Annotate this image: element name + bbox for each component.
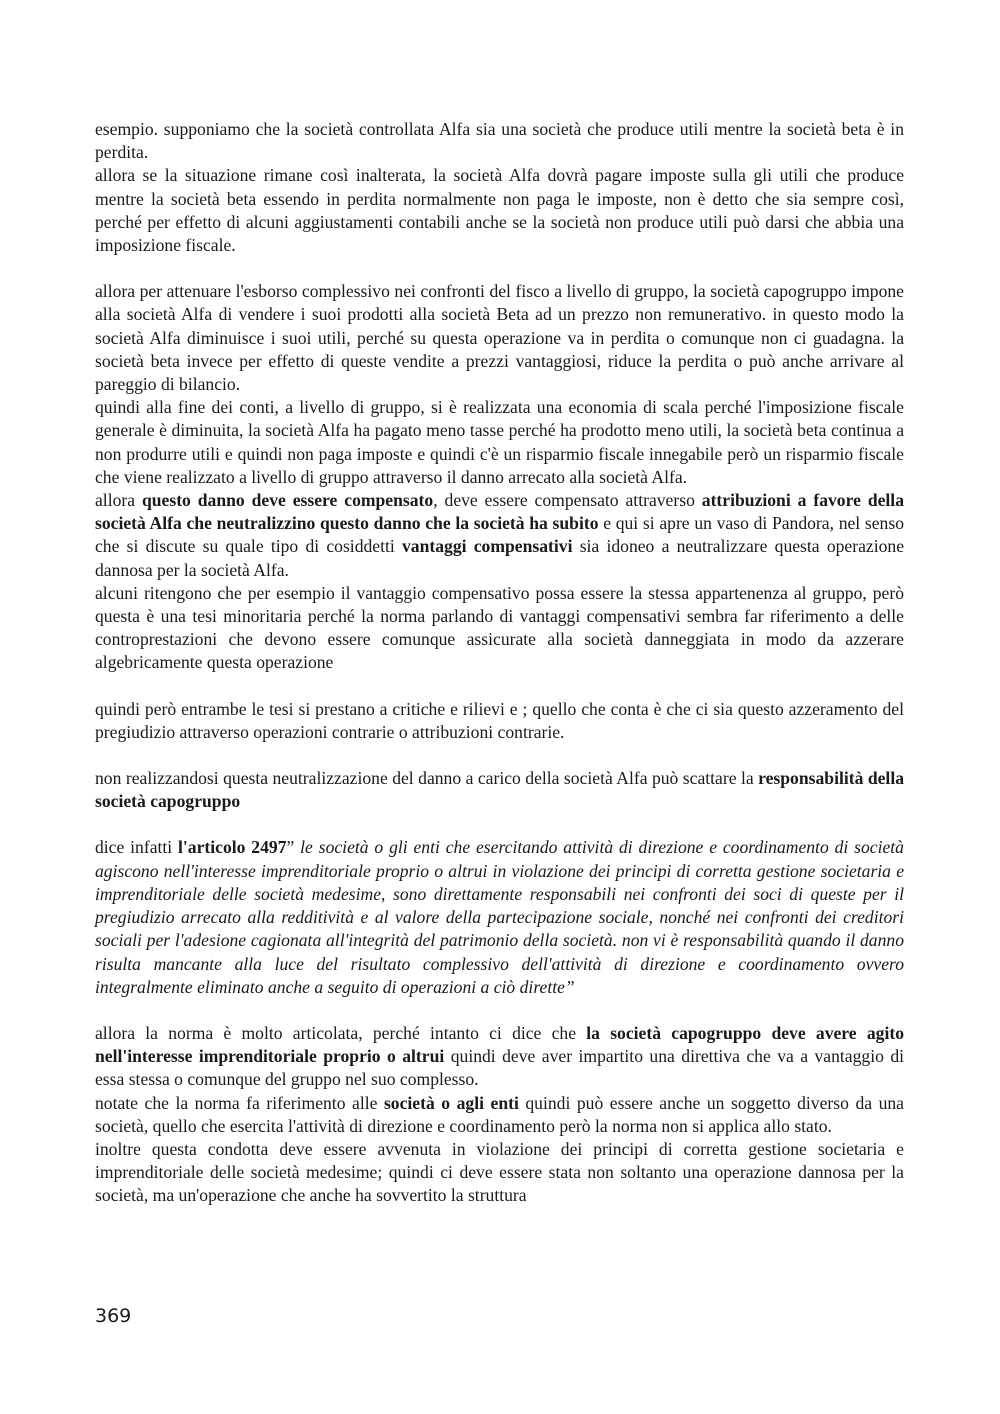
bold-run: vantaggi compensativi bbox=[402, 536, 573, 557]
paragraph-10 bbox=[95, 1022, 904, 1092]
text-run: quindi deve aver impartito una direttiva che va a vantaggio di essa stessa o comunque del gruppo nel suo complesso. bbox=[95, 1046, 905, 1090]
text-run: , deve essere compensato attraverso bbox=[433, 490, 702, 511]
text-run: notate che la norma fa riferimento alle bbox=[95, 1092, 384, 1113]
bold-run: società o agli enti bbox=[383, 1092, 519, 1113]
paragraph-6: alcuni ritengono che per esempio il vantaggio compensativo possa essere la stessa appartenenza al gruppo, però questa è una tesi minoritaria perché la norma parlando di vantaggi compensativi sembra far riferimento a delle controprestazioni che devono essere comunque assicurate alla società danneggiata in modo da azzerare algebricamente questa operazione bbox=[95, 582, 904, 673]
text-run: non realizzandosi questa neutralizzazione del danno a carico della società Alfa può scattare la bbox=[95, 768, 759, 789]
paragraph-spacer bbox=[95, 257, 904, 280]
text-run: sia idoneo a neutralizzare questa operazione dannosa per la società Alfa. bbox=[95, 536, 904, 580]
bold-run: attribuzioni a favore della società Alfa che neutralizzino questo danno che la società ha subito bbox=[95, 490, 904, 534]
text-run: e qui si apre un vaso di Pandora, nel senso che si discute su quale tipo di cosiddetti bbox=[95, 513, 904, 557]
paragraph-1: esempio. supponiamo che la società controllata Alfa sia una società che produce utili mentre la società beta è in perdita. bbox=[95, 119, 904, 163]
text-run: quindi può essere anche un soggetto diverso da una società, quello che esercita l'attività di direzione e coordinamento però la norma non si applica allo stato. bbox=[95, 1092, 904, 1136]
text-run: allora bbox=[95, 490, 142, 511]
paragraph-spacer bbox=[95, 744, 904, 767]
paragraph-4: quindi alla fine dei conti, a livello di gruppo, si è realizzata una economia di scala perché l'imposizione fiscale generale è diminuita, la società Alfa ha pagato meno tasse perché ha prodotto meno utili, la società beta continua a non produrre utili e quindi non paga imposte e quindi c'è un risparmio fiscale innegabile però un risparmio fiscale che viene realizzato a livello di gruppo attraverso il danno arrecato alla società Alfa. bbox=[95, 397, 904, 487]
paragraph-7: quindi però entrambe le tesi si prestano a critiche e rilievi e ; quello che conta è che ci sia questo azzeramento del pregiudizio attraverso operazioni contrarie o attribuzioni contrarie. bbox=[95, 698, 904, 742]
bold-run: questo danno deve essere compensato bbox=[141, 490, 434, 511]
paragraph-spacer bbox=[95, 999, 904, 1022]
paragraph-2: allora se la situazione rimane così inalterata, la società Alfa dovrà pagare imposte sulla gli utili che produce mentre la società beta essendo in perdita normalmente non paga le imposte, non è detto che sia sempre così, perché per effetto di alcuni aggiustamenti contabili anche se la società non produce utili può darsi che abbia una imposizione fiscale. bbox=[95, 165, 904, 256]
text-run: allora la norma è molto articolata, perché intanto ci dice che bbox=[95, 1022, 587, 1043]
paragraph-spacer bbox=[95, 675, 904, 698]
text-run: ” bbox=[286, 837, 301, 858]
paragraph-5 bbox=[95, 489, 904, 582]
document-body bbox=[95, 118, 904, 1208]
bold-run: la società capogruppo deve avere agito nell'interesse imprenditoriale proprio o altrui bbox=[95, 1022, 904, 1067]
quoted-article-text: le società o gli enti che esercitando attività di direzione e coordinamento di società agiscono nell'interesse imprenditoriale proprio o altrui in violazione dei principi di corretta gestione societaria e imprenditoriale delle società medesime, sono direttamente responsabili nei confronti dei soci di queste per il pregiudizio arrecato alla redditività e al valore della partecipazione sociale, nonché nei confronti dei creditori sociali per l'adesione cagionata all'integrità del patrimonio della società. non vi è responsabilità quando il danno risulta mancante alla luce del risultato complessivo dell'attività di direzione e coordinamento ovvero integralmente eliminato anche a seguito di operazioni a ciò dirette” bbox=[95, 837, 904, 997]
paragraph-12: inoltre questa condotta deve essere avvenuta in violazione dei principi di corretta gestione societaria e imprenditoriale delle società medesime; quindi ci deve essere stata non soltanto una operazione dannosa per la società, ma un'operazione che anche ha sovvertito la struttura bbox=[95, 1138, 904, 1206]
paragraph-spacer bbox=[95, 813, 904, 836]
bold-run: responsabilità della società capogruppo bbox=[95, 768, 905, 812]
article-reference: l'articolo 2497 bbox=[178, 837, 287, 858]
paragraph-11 bbox=[95, 1092, 904, 1138]
paragraph-8 bbox=[95, 767, 904, 813]
text-run: dice infatti bbox=[95, 837, 179, 858]
page-number: 369 bbox=[95, 1305, 132, 1327]
paragraph-3: allora per attenuare l'esborso complessivo nei confronti del fisco a livello di gruppo, la società capogruppo impone alla società Alfa di vendere i suoi prodotti alla società Beta ad un prezzo non remunerativo. in questo modo la società Alfa diminuisce i suoi utili, perché su questa operazione va in perdita o comunque non ci guadagna. la società beta invece per effetto di queste vendite a prezzi vantaggiosi, riduce la perdita o può anche arrivare al pareggio di bilancio. bbox=[95, 281, 904, 395]
paragraph-9-quotation bbox=[95, 836, 904, 998]
